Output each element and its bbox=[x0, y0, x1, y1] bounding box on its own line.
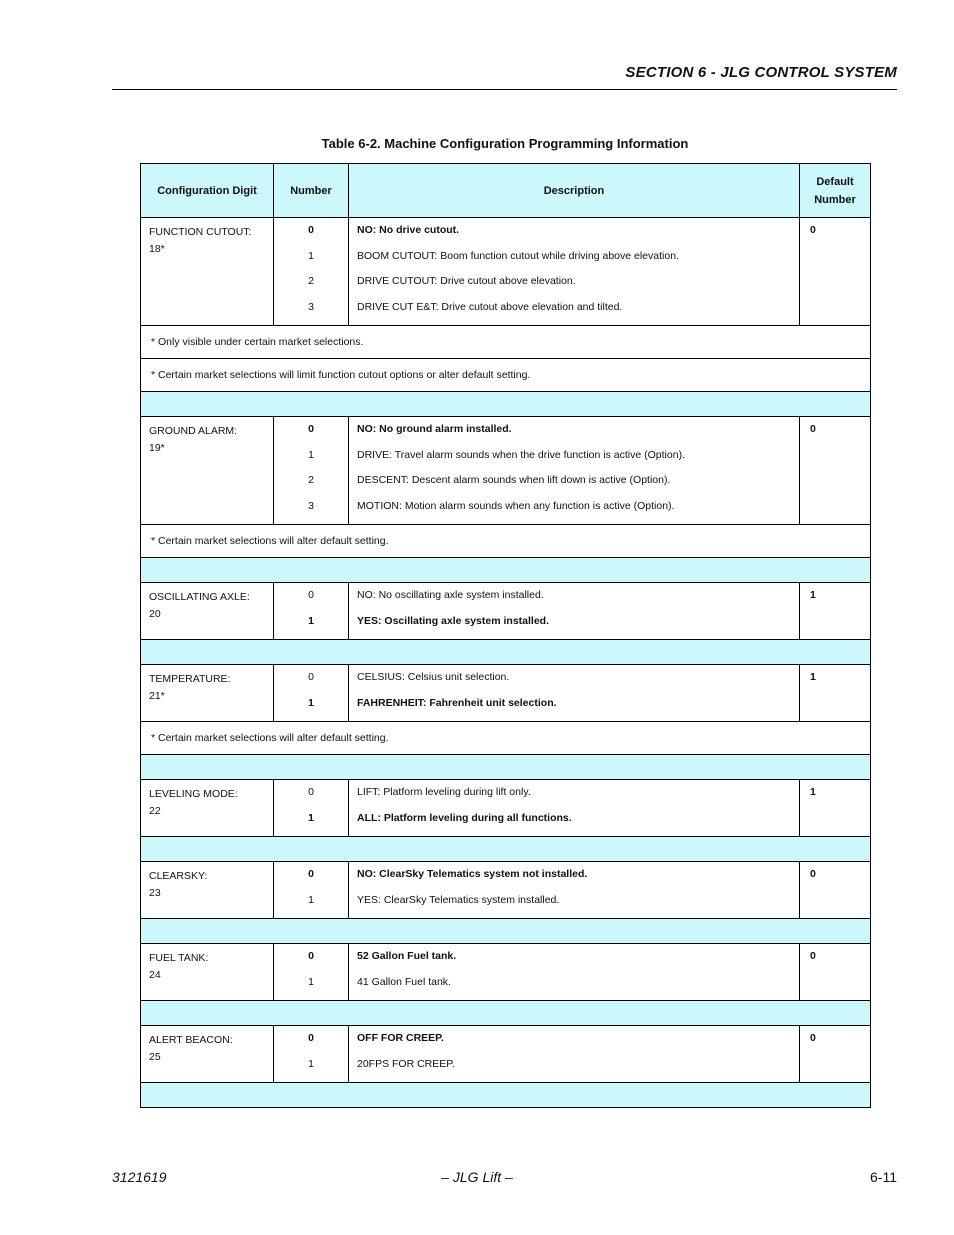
config-name: ALERT BEACON: bbox=[149, 1034, 233, 1046]
description-text: DRIVE: Travel alarm sounds when the drive function is active (Option). bbox=[357, 448, 685, 461]
config-name: TEMPERATURE: bbox=[149, 673, 231, 685]
description-text: OFF FOR CREEP. bbox=[357, 1032, 444, 1044]
number-cell bbox=[274, 1026, 349, 1083]
section-title: SECTION 6 - JLG CONTROL SYSTEM bbox=[625, 64, 897, 81]
header-rule bbox=[112, 89, 897, 90]
table-row-clearsky bbox=[141, 862, 871, 919]
description-text: MOTION: Motion alarm sounds when any function is active (Option). bbox=[357, 499, 675, 512]
table-row-ground-alarm bbox=[141, 417, 871, 525]
col-default-number-label: Default Number bbox=[814, 175, 856, 206]
number-value: 1 bbox=[308, 811, 314, 824]
default-number: 1 bbox=[800, 583, 871, 640]
description-text: CELSIUS: Celsius unit selection. bbox=[357, 671, 510, 683]
note-text: * Certain market selections will alter default setting. bbox=[141, 525, 871, 558]
config-digit-cell bbox=[141, 862, 274, 919]
number-value: 1 bbox=[308, 696, 314, 709]
description-text: DRIVE CUT E&T: Drive cutout above elevation and tilted. bbox=[357, 300, 623, 313]
description-text: YES: ClearSky Telematics system installed. bbox=[357, 893, 560, 906]
config-name: OSCILLATING AXLE: bbox=[149, 591, 250, 603]
config-name: GROUND ALARM: bbox=[149, 425, 238, 437]
number-cell bbox=[274, 583, 349, 640]
config-digit: 23 bbox=[149, 887, 161, 899]
config-name: FUNCTION CUTOUT: bbox=[149, 226, 252, 238]
number-value: 2 bbox=[308, 474, 314, 486]
configuration-table bbox=[140, 163, 871, 1108]
description-text: NO: No oscillating axle system installed. bbox=[357, 589, 544, 601]
config-digit: 24 bbox=[149, 969, 161, 981]
description-cell bbox=[349, 862, 800, 919]
col-config-digit: Configuration Digit bbox=[141, 164, 274, 218]
description-cell bbox=[349, 417, 800, 525]
col-default-number bbox=[800, 164, 871, 218]
config-digit-cell bbox=[141, 944, 274, 1001]
spacer-row bbox=[141, 392, 871, 417]
description-text: LIFT: Platform leveling during lift only. bbox=[357, 786, 531, 798]
number-value: 1 bbox=[308, 614, 314, 627]
config-digit: 21* bbox=[149, 690, 165, 702]
number-value: 0 bbox=[308, 423, 314, 435]
spacer-row bbox=[141, 640, 871, 665]
number-value: 0 bbox=[308, 224, 314, 236]
table-title: Table 6-2. Machine Configuration Programming Information bbox=[321, 136, 689, 151]
spacer-row bbox=[141, 919, 871, 944]
table-row-temperature bbox=[141, 665, 871, 722]
number-value: 1 bbox=[308, 893, 314, 906]
note-text: * Only visible under certain market selections. bbox=[141, 326, 871, 359]
col-number: Number bbox=[274, 164, 349, 218]
number-value: 3 bbox=[308, 300, 314, 313]
config-digit: 18* bbox=[149, 243, 165, 255]
description-cell bbox=[349, 218, 800, 326]
number-cell bbox=[274, 780, 349, 837]
config-digit: 22 bbox=[149, 805, 161, 817]
description-text: 41 Gallon Fuel tank. bbox=[357, 975, 451, 988]
number-cell bbox=[274, 417, 349, 525]
note-row bbox=[141, 326, 871, 359]
default-number: 0 bbox=[800, 218, 871, 326]
number-value: 1 bbox=[308, 975, 314, 988]
description-text: ALL: Platform leveling during all functions. bbox=[357, 811, 572, 824]
number-value: 1 bbox=[308, 448, 314, 461]
config-digit-cell bbox=[141, 417, 274, 525]
spacer-row bbox=[141, 558, 871, 583]
description-text: YES: Oscillating axle system installed. bbox=[357, 614, 549, 627]
note-row bbox=[141, 359, 871, 392]
config-digit: 20 bbox=[149, 608, 161, 620]
number-value: 3 bbox=[308, 499, 314, 512]
config-digit-cell bbox=[141, 665, 274, 722]
number-value: 1 bbox=[308, 249, 314, 262]
table-row-oscillating-axle bbox=[141, 583, 871, 640]
description-text: BOOM CUTOUT: Boom function cutout while driving above elevation. bbox=[357, 249, 679, 262]
config-digit: 25 bbox=[149, 1051, 161, 1063]
config-name: FUEL TANK: bbox=[149, 952, 209, 964]
config-digit: 19* bbox=[149, 442, 165, 454]
number-cell bbox=[274, 218, 349, 326]
number-value: 0 bbox=[308, 786, 314, 798]
number-value: 0 bbox=[308, 671, 314, 683]
description-text: 52 Gallon Fuel tank. bbox=[357, 950, 457, 962]
note-row bbox=[141, 525, 871, 558]
spacer-row bbox=[141, 1001, 871, 1026]
config-digit-cell bbox=[141, 780, 274, 837]
description-text: DRIVE CUTOUT: Drive cutout above elevation. bbox=[357, 275, 576, 287]
config-name: CLEARSKY: bbox=[149, 870, 208, 882]
description-text: DESCENT: Descent alarm sounds when lift down is active (Option). bbox=[357, 474, 671, 486]
description-cell bbox=[349, 780, 800, 837]
description-text: NO: No ground alarm installed. bbox=[357, 423, 512, 435]
description-text: FAHRENHEIT: Fahrenheit unit selection. bbox=[357, 696, 557, 709]
number-cell bbox=[274, 944, 349, 1001]
table-row-alert-beacon bbox=[141, 1026, 871, 1083]
table-row-leveling-mode bbox=[141, 780, 871, 837]
number-cell bbox=[274, 862, 349, 919]
default-number: 1 bbox=[800, 780, 871, 837]
note-row bbox=[141, 722, 871, 755]
config-digit-cell bbox=[141, 583, 274, 640]
number-value: 1 bbox=[308, 1057, 314, 1070]
description-cell bbox=[349, 1026, 800, 1083]
note-text: * Certain market selections will limit function cutout options or alter default setting. bbox=[141, 359, 871, 392]
description-cell bbox=[349, 583, 800, 640]
default-number: 0 bbox=[800, 417, 871, 525]
spacer-row bbox=[141, 1083, 871, 1108]
config-digit-cell bbox=[141, 1026, 274, 1083]
footer-doc-number: 3121619 bbox=[112, 1169, 167, 1185]
table-row-function-cutout bbox=[141, 218, 871, 326]
spacer-row bbox=[141, 755, 871, 780]
description-text: NO: No drive cutout. bbox=[357, 224, 460, 236]
config-digit-cell bbox=[141, 218, 274, 326]
footer-page-number: 6-11 bbox=[870, 1169, 897, 1185]
description-text: 20FPS FOR CREEP. bbox=[357, 1057, 455, 1070]
default-number: 1 bbox=[800, 665, 871, 722]
table-header-row bbox=[141, 164, 871, 218]
description-text: NO: ClearSky Telematics system not installed. bbox=[357, 868, 588, 880]
default-number: 0 bbox=[800, 1026, 871, 1083]
number-value: 0 bbox=[308, 950, 314, 962]
spacer-row bbox=[141, 837, 871, 862]
col-description: Description bbox=[349, 164, 800, 218]
description-cell bbox=[349, 944, 800, 1001]
table-row-fuel-tank bbox=[141, 944, 871, 1001]
config-name: LEVELING MODE: bbox=[149, 788, 238, 800]
number-value: 0 bbox=[308, 868, 314, 880]
number-value: 2 bbox=[308, 275, 314, 287]
default-number: 0 bbox=[800, 944, 871, 1001]
note-text: * Certain market selections will alter default setting. bbox=[141, 722, 871, 755]
number-value: 0 bbox=[308, 589, 314, 601]
number-cell bbox=[274, 665, 349, 722]
description-cell bbox=[349, 665, 800, 722]
number-value: 0 bbox=[308, 1032, 314, 1044]
default-number: 0 bbox=[800, 862, 871, 919]
footer-center: – JLG Lift – bbox=[441, 1169, 513, 1185]
